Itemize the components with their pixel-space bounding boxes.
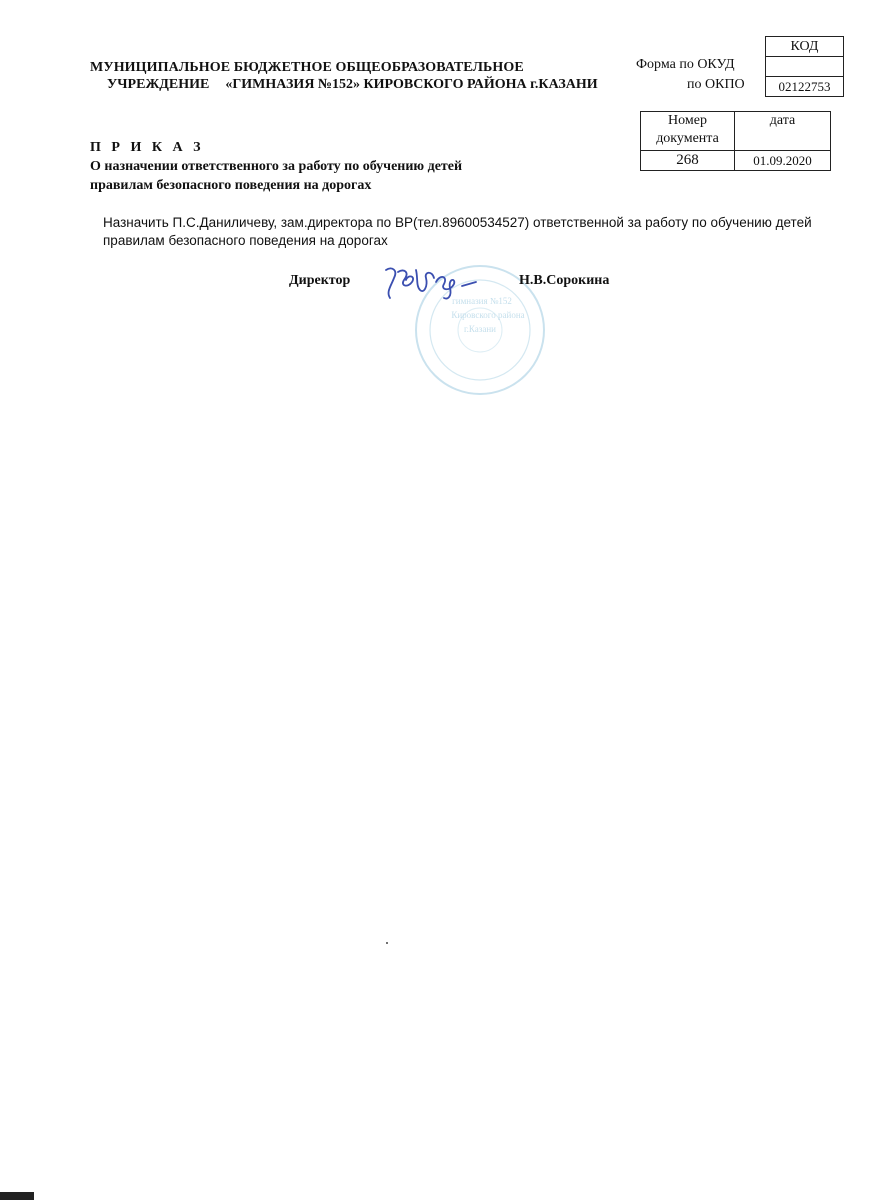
order-body-text: Назначить П.С.Даниличеву, зам.директора по ВР(тел.89600534527) ответственной за работу по обучению детей правилам безопасного поведения на дорогах [103, 215, 812, 248]
form-okud-label: Форма по ОКУД [636, 57, 735, 72]
document-number-header: Номер документа [641, 112, 735, 151]
organization-name-line1: МУНИЦИПАЛЬНОЕ БЮДЖЕТНОЕ ОБЩЕОБРАЗОВАТЕЛЬНОЕ [90, 60, 524, 75]
code-box [765, 36, 844, 97]
svg-text:г.Казани: г.Казани [464, 324, 496, 334]
document-number-value: 268 [641, 151, 735, 171]
okud-code-value [766, 57, 843, 77]
svg-text:гимназия №152: гимназия №152 [452, 296, 512, 306]
scan-edge-mark [0, 1192, 34, 1200]
order-subject-line1: О назначении ответственного за работу по обучению детей [90, 159, 463, 174]
svg-text:Кировского района: Кировского района [451, 310, 525, 320]
organization-title: «ГИМНАЗИЯ №152» КИРОВСКОГО РАЙОНА г.КАЗАНИ [225, 77, 598, 92]
organization-type: УЧРЕЖДЕНИЕ [107, 77, 210, 92]
signer-name: Н.В.Сорокина [519, 273, 610, 288]
order-subject [90, 157, 610, 195]
handwritten-signature [378, 260, 483, 302]
signer-position: Директор [289, 273, 351, 288]
order-subject-line2: правилам безопасного поведения на дорогах [90, 178, 372, 193]
okpo-code-value: 02122753 [778, 79, 831, 94]
organization-name-line2 [107, 77, 598, 93]
order-title: П Р И К А З [90, 140, 204, 155]
scan-speck [386, 942, 388, 944]
document-number-date-table [640, 111, 831, 171]
code-header: КОД [766, 37, 843, 57]
document-date-value: 01.09.2020 [735, 151, 831, 171]
okpo-label: по ОКПО [687, 77, 745, 92]
document-date-header: дата [735, 112, 831, 151]
